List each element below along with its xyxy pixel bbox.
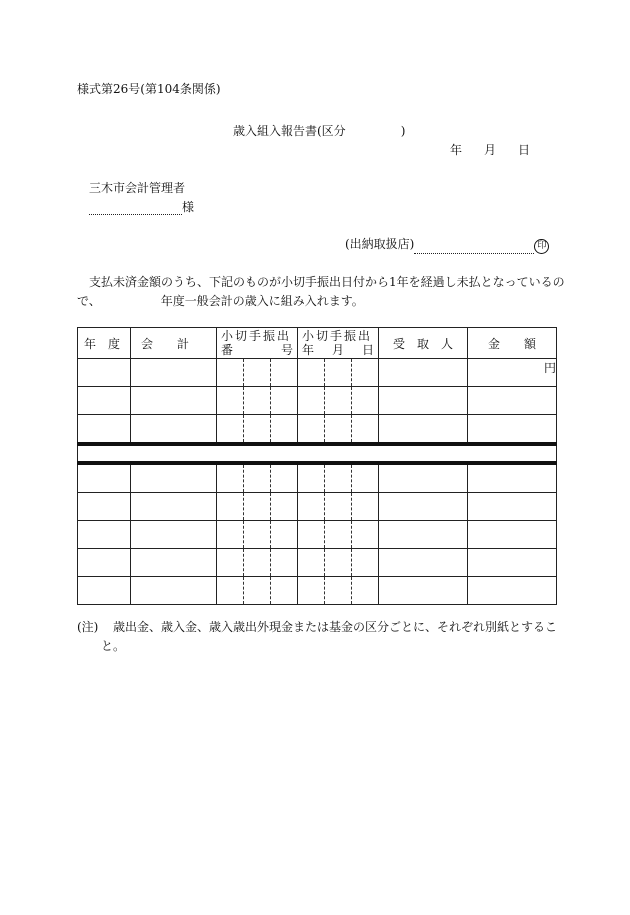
note-line-1: 歳出金、歳入金、歳入歳出外現金または基金の区分ごとに、それぞれ別紙とするこ xyxy=(113,620,558,634)
table-row xyxy=(78,493,557,521)
table-row xyxy=(78,415,557,444)
table-row xyxy=(78,521,557,549)
date-year-label: 年 xyxy=(450,143,463,157)
table-row xyxy=(78,387,557,415)
dept-name-blank xyxy=(414,240,534,254)
header-amount: 金 額 xyxy=(468,328,557,359)
table-row xyxy=(78,577,557,605)
header-account: 会 計 xyxy=(131,328,217,359)
body-line-1: 支払未済金額のうち、下記のものが小切手振出日付から1年を経過し未払となっているの xyxy=(89,275,565,289)
title-close: ) xyxy=(400,124,406,138)
dept-label: (出納取扱店) xyxy=(345,237,415,251)
header-recipient: 受 取 人 xyxy=(379,328,468,359)
form-code: 様式第26号(第104条関係) xyxy=(77,82,221,96)
table-header-row xyxy=(78,328,557,359)
header-check-date: 小切手振出 年 月 日 xyxy=(298,328,379,359)
dept-line xyxy=(345,235,549,254)
table-row xyxy=(78,549,557,577)
break-band xyxy=(78,445,557,462)
body-line-2-prefix: で、 xyxy=(77,294,101,308)
amount-yen-unit: 円 xyxy=(468,359,557,387)
document-title xyxy=(233,122,405,139)
header-check-number: 小切手振出 番 号 xyxy=(217,328,298,359)
date-day-label: 日 xyxy=(518,143,531,157)
header-year: 年 度 xyxy=(78,328,131,359)
note-label: (注) xyxy=(77,620,99,634)
body-line-2 xyxy=(77,292,364,309)
note-line-2: と。 xyxy=(101,639,126,653)
report-table xyxy=(77,327,557,605)
addressee-name-line xyxy=(89,198,194,215)
seal-mark: 印 xyxy=(534,239,549,254)
addressee: 三木市会計管理者 xyxy=(89,181,186,195)
table-row xyxy=(78,464,557,493)
honorific: 様 xyxy=(182,200,195,214)
date-month-label: 月 xyxy=(484,143,497,157)
date-line xyxy=(450,141,530,158)
addressee-name-blank xyxy=(89,201,182,215)
title-text: 歳入組入報告書(区分 xyxy=(233,124,346,138)
body-line-2-suffix: 年度一般会計の歳入に組み入れます。 xyxy=(160,294,364,308)
table-row xyxy=(78,359,557,387)
